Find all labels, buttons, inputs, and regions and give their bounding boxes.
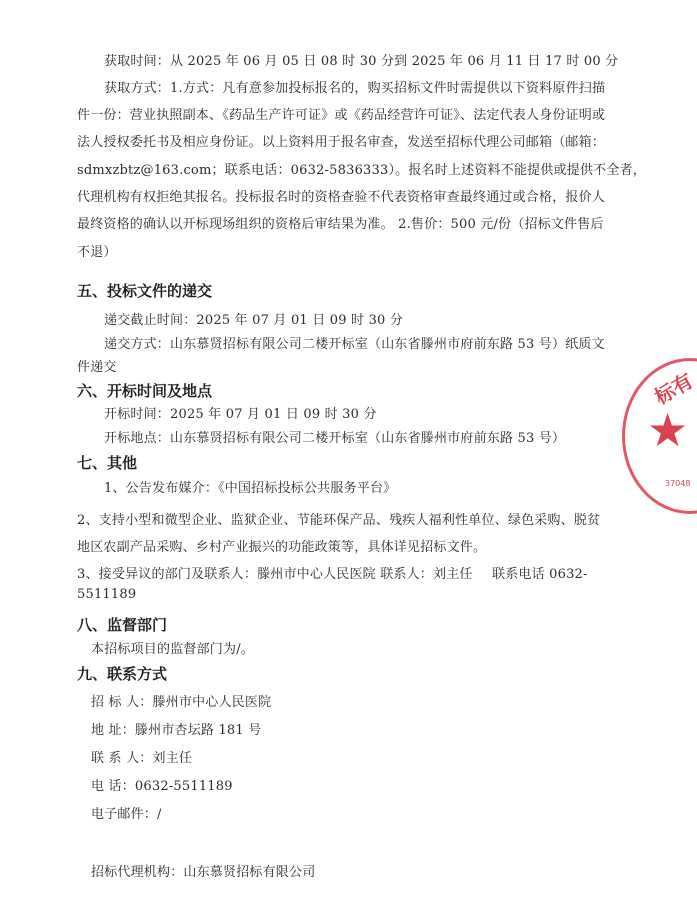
submission-deadline: 递交截止时间：2025 年 07 月 01 日 09 时 30 分	[104, 313, 404, 328]
other-item-3-phone: 5511189	[77, 587, 137, 602]
seal-text: 标有	[650, 368, 697, 410]
supervision-text: 本招标项目的监督部门为/。	[91, 642, 254, 657]
acquire-method-line: sdmxzbtz@163.com；联系电话：0632-5836333）。报名时上述资料不能提供或提供不全者，	[77, 163, 646, 178]
contact-person: 联 系 人：刘主任	[91, 751, 193, 766]
acquire-time-line: 获取时间：从 2025 年 06 月 05 日 08 时 30 分到 2025 年 06 月 11 日 17 时 00 分	[104, 54, 619, 69]
section-heading-other: 七、其他	[77, 454, 138, 472]
section-heading-submission: 五、投标文件的递交	[77, 282, 213, 300]
submission-method: 件递交	[77, 360, 117, 375]
acquire-method-line: 不退）	[77, 245, 117, 260]
section-heading-contact: 九、联系方式	[77, 665, 168, 683]
acquire-method-line: 获取方式：1.方式：凡有意参加投标报名的，购买招标文件时需提供以下资料原件扫描	[104, 81, 606, 96]
acquire-method-line: 法人授权委托书及相应身份证。以上资料用于报名审查，发送至招标代理公司邮箱（邮箱：	[77, 135, 606, 150]
contact-address: 地 址：滕州市杏坛路 181 号	[91, 723, 262, 738]
acquire-method-line: 最终资格的确认以开标现场组织的资格后审结果为准。 2.售价：500 元/份（招标文件售后	[77, 217, 604, 232]
opening-time: 开标时间：2025 年 07 月 01 日 09 时 30 分	[104, 407, 377, 422]
seal-number: 37048	[665, 479, 691, 488]
other-item-2: 地区农副产品采购、乡村产业振兴的功能政策等，具体详见招标文件。	[77, 540, 487, 555]
other-item-1: 1、公告发布媒介：《中国招标投标公共服务平台》	[104, 481, 397, 496]
submission-method: 递交方式：山东慕贤招标有限公司二楼开标室（山东省滕州市府前东路 53 号）纸质文	[104, 337, 605, 352]
agency-line: 招标代理机构：山东慕贤招标有限公司	[91, 865, 316, 880]
company-seal	[622, 358, 697, 514]
acquire-method-line: 代理机构有权拒绝其报名。投标报名时的资格查验不代表资格审查最终通过或合格，报价人	[77, 190, 606, 205]
other-item-2: 2、支持小型和微型企业、监狱企业、节能环保产品、残疾人福利性单位、绿色采购、脱贫	[77, 513, 601, 528]
section-heading-opening: 六、开标时间及地点	[77, 382, 213, 400]
star-icon: ★	[647, 403, 689, 457]
acquire-method-line: 件一份：营业执照副本、《药品生产许可证》或《药品经营许可证》、法定代表人身份证明或	[77, 108, 606, 123]
section-heading-supervision: 八、监督部门	[77, 616, 168, 634]
opening-location: 开标地点：山东慕贤招标有限公司二楼开标室（山东省滕州市府前东路 53 号）	[104, 431, 566, 446]
other-item-3-phone: 联系电话 0632-	[492, 567, 588, 582]
contact-tenderer: 招 标 人：滕州市中心人民医院	[91, 695, 272, 710]
contact-email: 电子邮件：/	[91, 807, 162, 822]
contact-phone: 电 话：0632-5511189	[91, 779, 233, 794]
other-item-3: 3、接受异议的部门及联系人：滕州市中心人民医院 联系人：刘主任	[77, 567, 473, 582]
